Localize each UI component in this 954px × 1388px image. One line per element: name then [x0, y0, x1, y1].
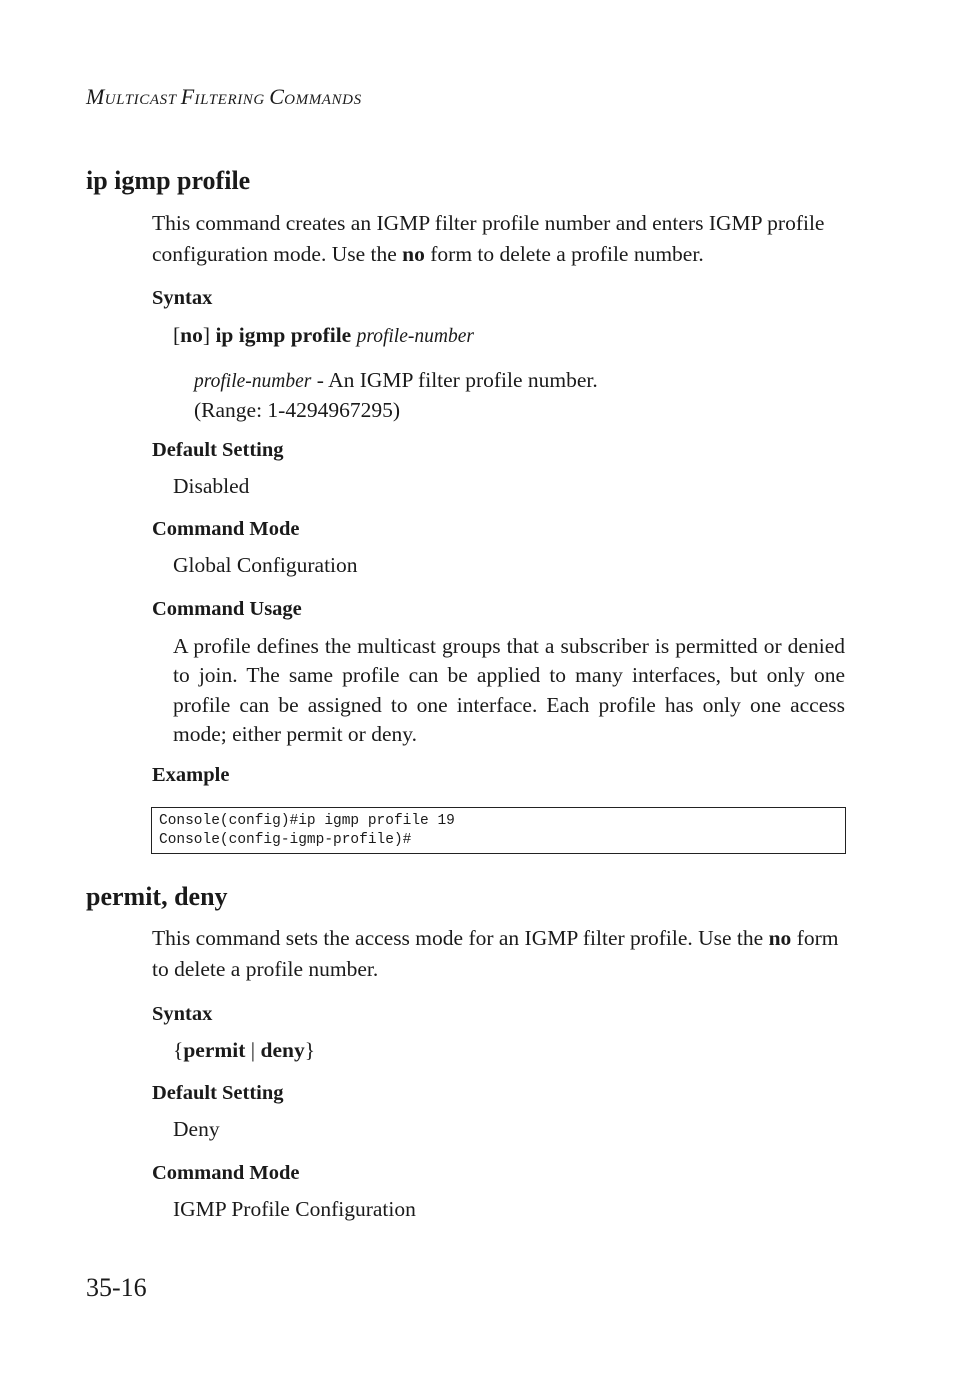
- code-line: Console(config)#ip igmp profile 19: [159, 813, 455, 829]
- syntax-heading: Syntax: [152, 287, 213, 309]
- page-number: 35-16: [86, 1273, 147, 1302]
- default-setting-heading: Default Setting: [152, 1082, 284, 1104]
- example-code-block: [151, 807, 846, 854]
- default-setting-heading: Default Setting: [152, 439, 284, 461]
- section-description: This command creates an IGMP filter profile number and enters IGMP profile configuration mode. Use the no form to delete a profile number.: [152, 211, 825, 266]
- command-mode-heading: Command Mode: [152, 1162, 300, 1184]
- default-setting-value: Disabled: [173, 474, 250, 498]
- section-title-ip-igmp-profile: ip igmp profile: [86, 166, 251, 195]
- syntax-heading: Syntax: [152, 1003, 213, 1025]
- example-heading: Example: [152, 764, 230, 786]
- command-usage-text: A profile defines the multicast groups that a subscriber is permitted or denied to join. The same profile can be applied to many interfaces, but only one profile can be assigned to one interface. Each profile has only one access mode; either permit or deny.: [173, 634, 845, 746]
- section-description: This command sets the access mode for an IGMP filter profile. Use the no form to delete a profile number.: [152, 926, 839, 981]
- section-title-permit-deny: permit, deny: [86, 882, 228, 911]
- command-mode-heading: Command Mode: [152, 518, 300, 540]
- code-line: Console(config-igmp-profile)#: [159, 832, 412, 848]
- command-mode-value: Global Configuration: [173, 553, 358, 577]
- command-usage-heading: Command Usage: [152, 598, 302, 620]
- default-setting-value: Deny: [173, 1117, 220, 1141]
- running-head: MULTICAST FILTERING COMMANDS: [86, 84, 362, 109]
- command-mode-value: IGMP Profile Configuration: [173, 1197, 416, 1221]
- parameter-description: profile-number - An IGMP filter profile number. (Range: 1-4294967295): [194, 368, 598, 422]
- syntax-line: [no] ip igmp profile profile-number: [173, 323, 474, 347]
- syntax-line: {permit | deny}: [173, 1038, 316, 1062]
